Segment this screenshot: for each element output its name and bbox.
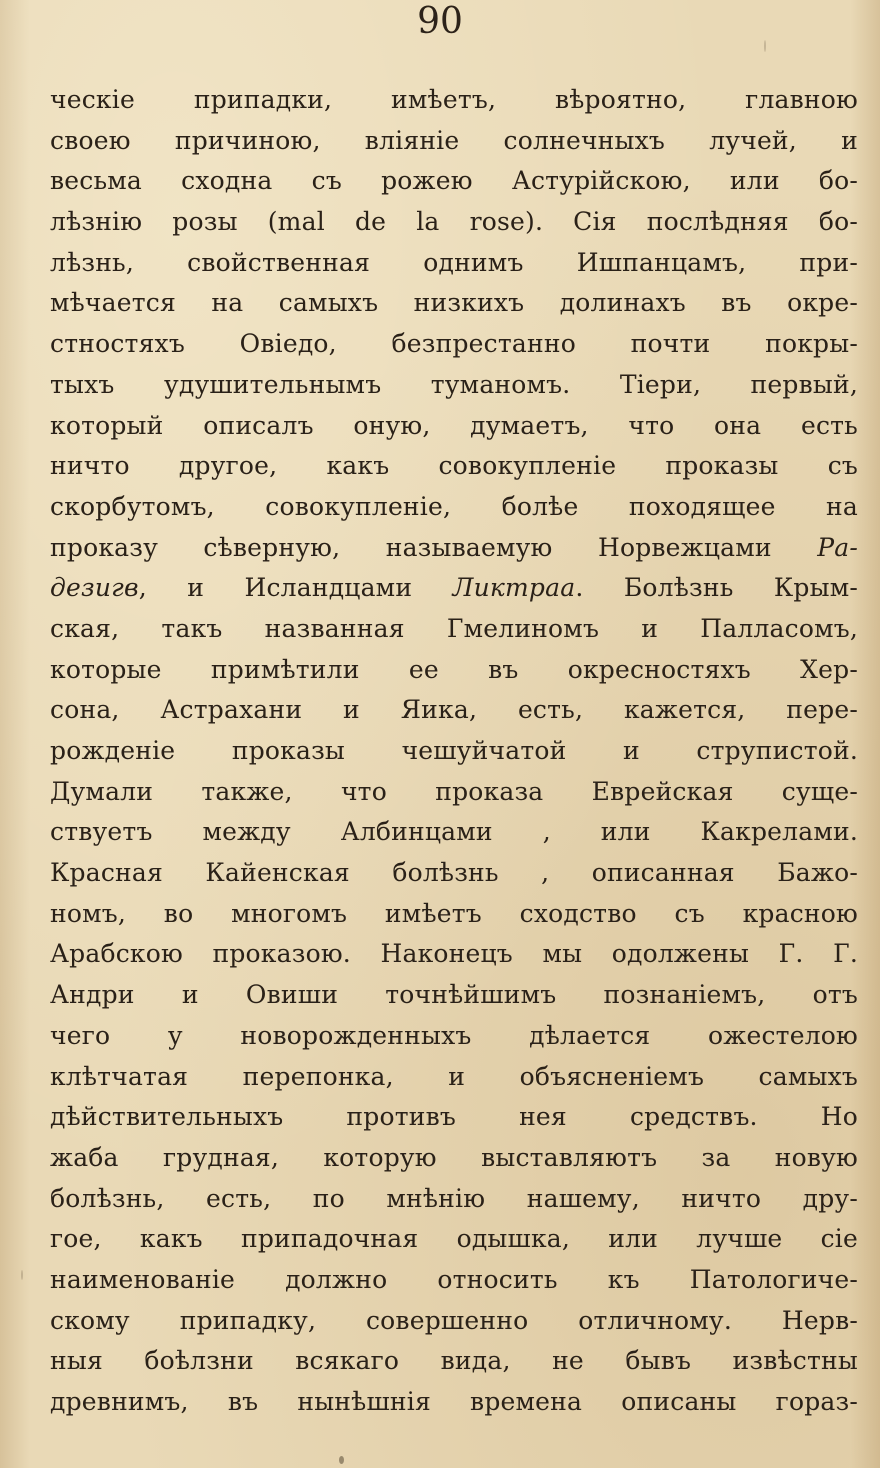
text-line	[50, 772, 858, 813]
text-line	[50, 1260, 858, 1301]
text-line	[50, 1382, 858, 1423]
text-line	[50, 975, 858, 1016]
text-segment: рожденіе проказы чешуйчатой и струпистой.	[50, 736, 858, 765]
text-segment: наименованіе должно относить къ Патологиче-	[50, 1264, 858, 1294]
text-segment: ничто другое, какъ совокупленіе проказы съ	[50, 451, 858, 481]
text-line	[50, 324, 858, 365]
text-segment: своею причиною, вліяніе солнечныхъ лучей, и	[50, 125, 858, 155]
text-line	[50, 161, 858, 202]
text-segment: скому припадку, совершенно отличному. Нерв-	[50, 1305, 858, 1335]
text-segment: древнимъ, въ нынѣшнія времена описаны гораз-	[50, 1387, 858, 1416]
text-line	[50, 528, 858, 569]
text-line	[50, 406, 858, 447]
text-segment: мѣчается на самыхъ низкихъ долинахъ въ окре-	[50, 288, 858, 318]
text-segment: сона, Астрахани и Яика, есть, кажется, пере-	[50, 695, 858, 725]
text-segment: дѣйствительныхъ противъ нея средствъ. Но	[50, 1102, 858, 1132]
text-line	[50, 121, 858, 162]
text-segment: скорбутомъ, совокупленіе, болѣе походящее на	[50, 491, 858, 521]
italic-term: Ликтраа	[452, 573, 576, 603]
text-line	[50, 1016, 858, 1057]
text-segment: ская, такъ названная Гмелиномъ и Палласомъ,	[50, 613, 858, 643]
text-segment: ческіе припадки, имѣетъ, вѣроятно, главною	[50, 85, 858, 114]
text-segment: тыхъ удушительнымъ туманомъ. Тіери, первый,	[50, 369, 858, 399]
italic-term: Ра-	[817, 532, 858, 562]
text-segment: которые примѣтили ее въ окресностяхъ Хер-	[50, 654, 858, 684]
text-segment: , и Исландцами	[138, 573, 453, 603]
text-line	[50, 1179, 858, 1220]
text-line	[50, 1341, 858, 1382]
text-segment: клѣтчатая перепонка, и объясненіемъ самыхъ	[50, 1061, 858, 1091]
text-line	[50, 202, 858, 243]
text-segment: весьма сходна съ рожею Астурійскою, или бо-	[50, 166, 858, 196]
text-segment: жаба грудная, которую выставляютъ за новую	[50, 1142, 858, 1172]
text-line	[50, 1097, 858, 1138]
text-line	[50, 934, 858, 975]
text-segment: гое, какъ припадочная одышка, или лучше сіе	[50, 1224, 858, 1254]
text-segment: Андри и Овиши точнѣйшимъ познаніемъ, отъ	[50, 980, 858, 1010]
text-segment: который описалъ оную, думаетъ, что она есть	[50, 410, 858, 440]
paper-speck	[339, 1456, 344, 1464]
text-segment: ныя боѣлзни всякаго вида, не бывъ извѣстны	[50, 1346, 858, 1376]
text-segment: . Болѣзнь Крым-	[575, 573, 858, 603]
paper-speck	[764, 40, 766, 52]
text-line	[50, 690, 858, 731]
text-segment: проказу сѣверную, называемую Норвежцами	[50, 532, 818, 562]
paper-speck	[21, 1270, 23, 1280]
text-line	[50, 1219, 858, 1260]
text-line	[50, 650, 858, 691]
text-segment: болѣзнь, есть, по мнѣнію нашему, ничто дру-	[50, 1183, 858, 1213]
text-line	[50, 243, 858, 284]
text-line	[50, 365, 858, 406]
text-line	[50, 1301, 858, 1342]
text-segment: Думали также, что проказа Еврейская суще-	[50, 776, 858, 806]
page-number: 90	[417, 1, 463, 42]
body-text	[50, 80, 858, 1423]
text-segment: стностяхъ Овіедо, безпрестанно почти покры-	[50, 329, 858, 359]
text-segment: лѣзнію розы (mal de la rose). Сія послѣдняя бо-	[50, 207, 858, 237]
text-line	[50, 80, 858, 121]
text-line	[50, 487, 858, 528]
text-segment: чего у новорожденныхъ дѣлается ожестелою	[50, 1020, 858, 1050]
text-line	[50, 1057, 858, 1098]
text-segment: ствуетъ между Албинцами , или Какрелами.	[50, 817, 858, 847]
text-line	[50, 853, 858, 894]
text-segment: номъ, во многомъ имѣетъ сходство съ красною	[50, 898, 858, 928]
text-line	[50, 568, 858, 609]
italic-term: дезигв	[50, 573, 139, 603]
text-segment: лѣзнь, свойственная однимъ Ишпанцамъ, при-	[50, 247, 858, 277]
text-segment: Арабскою проказою. Наконецъ мы одолжены Г. Г.	[50, 939, 858, 969]
text-segment: Красная Кайенская болѣзнь , описанная Бажо-	[50, 858, 858, 888]
text-line	[50, 894, 858, 935]
text-line	[50, 609, 858, 650]
text-line	[50, 283, 858, 324]
text-line	[50, 1138, 858, 1179]
text-line	[50, 812, 858, 853]
text-line	[50, 446, 858, 487]
text-line	[50, 731, 858, 772]
